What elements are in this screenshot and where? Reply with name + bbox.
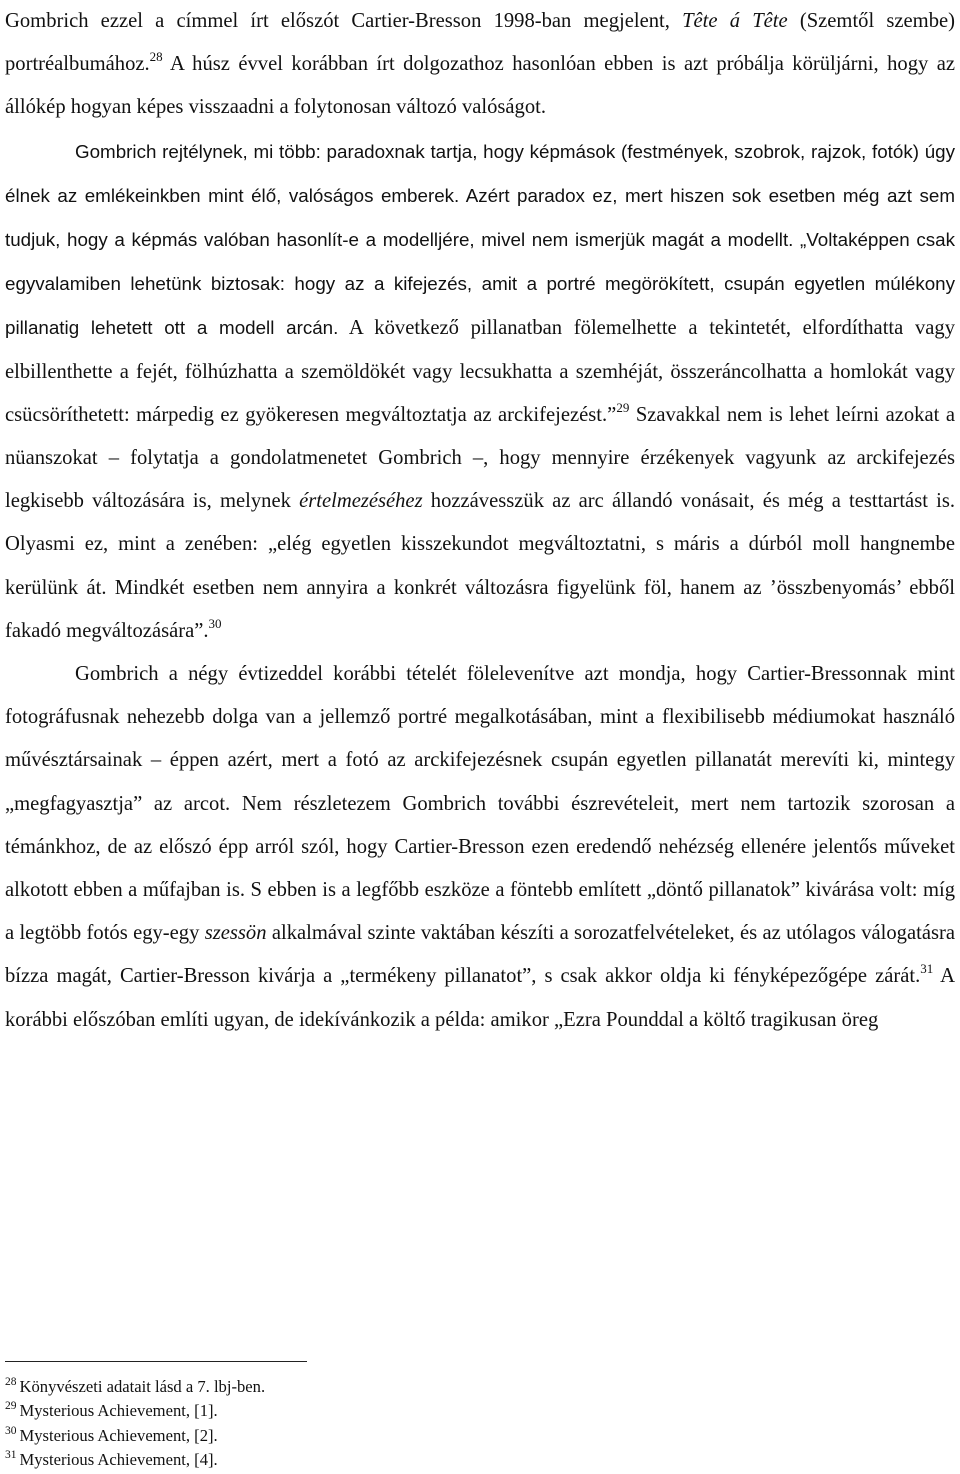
text-run: (Szemtől szembe) portréalbumához. [5, 10, 955, 76]
text-run: A korábbi előszóban említi ugyan, de idekívánkozik a példa: amikor „Ezra Pounddal a költő tragikusan öreg [5, 965, 955, 1031]
footnote-ref[interactable]: 30 [208, 615, 222, 631]
footnote-text: Mysterious Achievement, [2]. [19, 1425, 218, 1445]
album-title: Tête á Tête [682, 10, 788, 32]
text-run-sans: Gombrich rejtélynek, mi több: paradoxnak tartja, hogy képmások (festmények, szobrok, rajzok, fotók) úgy élnek az emlékeinkben mint élő, valóságos emberek. Azért paradox ez, mert hiszen sok esetben még azt sem tudjuk, hogy a képmás valóban hasonlít-e a modelljére, mivel nem ismerjük magát a modellt. „Voltaképpen csak egyvalamiben lehetünk biztosak: hogy az a kifejezés, amit a portré megörökített, csupán egyetlen múlékony pillanatig lehetett ott a modell arcán. [5, 140, 955, 339]
text-run: alkalmával szinte vaktában készíti a sorozatfelvételeket, és az utólagos válogatásra bízza magát, Cartier-Bresson kivárja a „termékeny pillanatot”, s csak akkor oldja ki fényképezőgépe zárát. [5, 922, 955, 988]
footnote-31 [5, 1448, 905, 1472]
footnote-30 [5, 1424, 905, 1448]
document-page [5, 0, 955, 1042]
footnote-number: 29 [5, 1400, 17, 1413]
footnote-number: 28 [5, 1376, 17, 1388]
paragraph-1 [5, 0, 955, 130]
footnotes [5, 1375, 905, 1472]
text-run: A húsz évvel korábban írt dolgozathoz hasonlóan ebben is azt próbálja körüljárni, hogy az állókép hogyan képes visszaadni a folytonosan változó valóságot. [5, 53, 956, 119]
paragraph-2 [5, 130, 955, 653]
footnote-ref[interactable]: 28 [149, 49, 163, 65]
footnote-text: Mysterious Achievement, [4]. [19, 1449, 218, 1469]
footnote-ref[interactable]: 29 [616, 399, 630, 415]
text-run: Gombrich ezzel a címmel írt előszót Cartier-Bresson 1998-ban megjelent, [5, 10, 670, 32]
footnote-ref[interactable]: 31 [920, 961, 934, 977]
text-run: Gombrich a négy évtizeddel korábbi tételét fölelevenítve azt mondja, hogy Cartier-Bressonnak mint fotográfusnak nehezebb dolga van a jellemző portré megalkotásában, mint a flexibilisebb médiumokat használó művésztársainak – éppen azért, mert a fotó az arckifejezésnek csupán egyetlen pillanatát merevíti ki, mintegy „megfagyasztja” az arcot. Nem részletezem Gombrich további észrevételeit, mert nem tartozik szorosan a témánkhoz, de az előszó épp arról szól, hogy Cartier-Bresson ezen eredendő nehézség ellenére jelentős műveket alkotott ebben a műfajban is. S ebben is a legfőbb eszköze a föntebb említett „döntő pillanatok” kivárása volt: míg a legtöbb fotós egy-egy [5, 663, 955, 945]
footnote-29 [5, 1399, 905, 1423]
footnote-text: Könyvészeti adatait lásd a 7. lbj-ben. [19, 1377, 266, 1396]
footnote-separator [5, 1361, 307, 1362]
paragraph-3 [5, 653, 955, 1042]
footnote-text: Mysterious Achievement, [1]. [19, 1401, 218, 1421]
footnote-28 [5, 1375, 905, 1399]
text-run: hozzávesszük az arc állandó vonásait, és még a testtartást is. Olyasmi ez, mint a zenében: „elég egyetlen kisszekundot megváltoztatni, s máris a dúrból moll hangnembe kerülünk át. Mindkét esetben nem annyira a konkrét változásra figyelünk föl, hanem az ’összbenyomás’ ebből fakadó megváltozására”. [5, 490, 955, 642]
text-run: Szavakkal nem is lehet leírni azokat a nüanszokat – folytatja a gondolatmenetet Gombrich –, hogy mennyire érzékenyek vagyunk az arckifejezés legkisebb változására is, melynek [5, 403, 955, 513]
text-run: A következő pillanatban fölemelhette a tekintetét, elfordíthatta vagy elbillenthette a fejét, fölhúzhatta a szemöldökét vagy lecsukhatta a szemhéját, összeráncolhatta a homlokát vagy csücsöríthetett: márpedig ez gyökeresen megváltoztatja az arckifejezést.” [5, 317, 955, 426]
footnote-number: 30 [5, 1424, 17, 1437]
footnote-number: 31 [5, 1448, 17, 1461]
italic-term: szessön [204, 922, 267, 945]
italic-term: értelmezéséhez [299, 490, 423, 513]
